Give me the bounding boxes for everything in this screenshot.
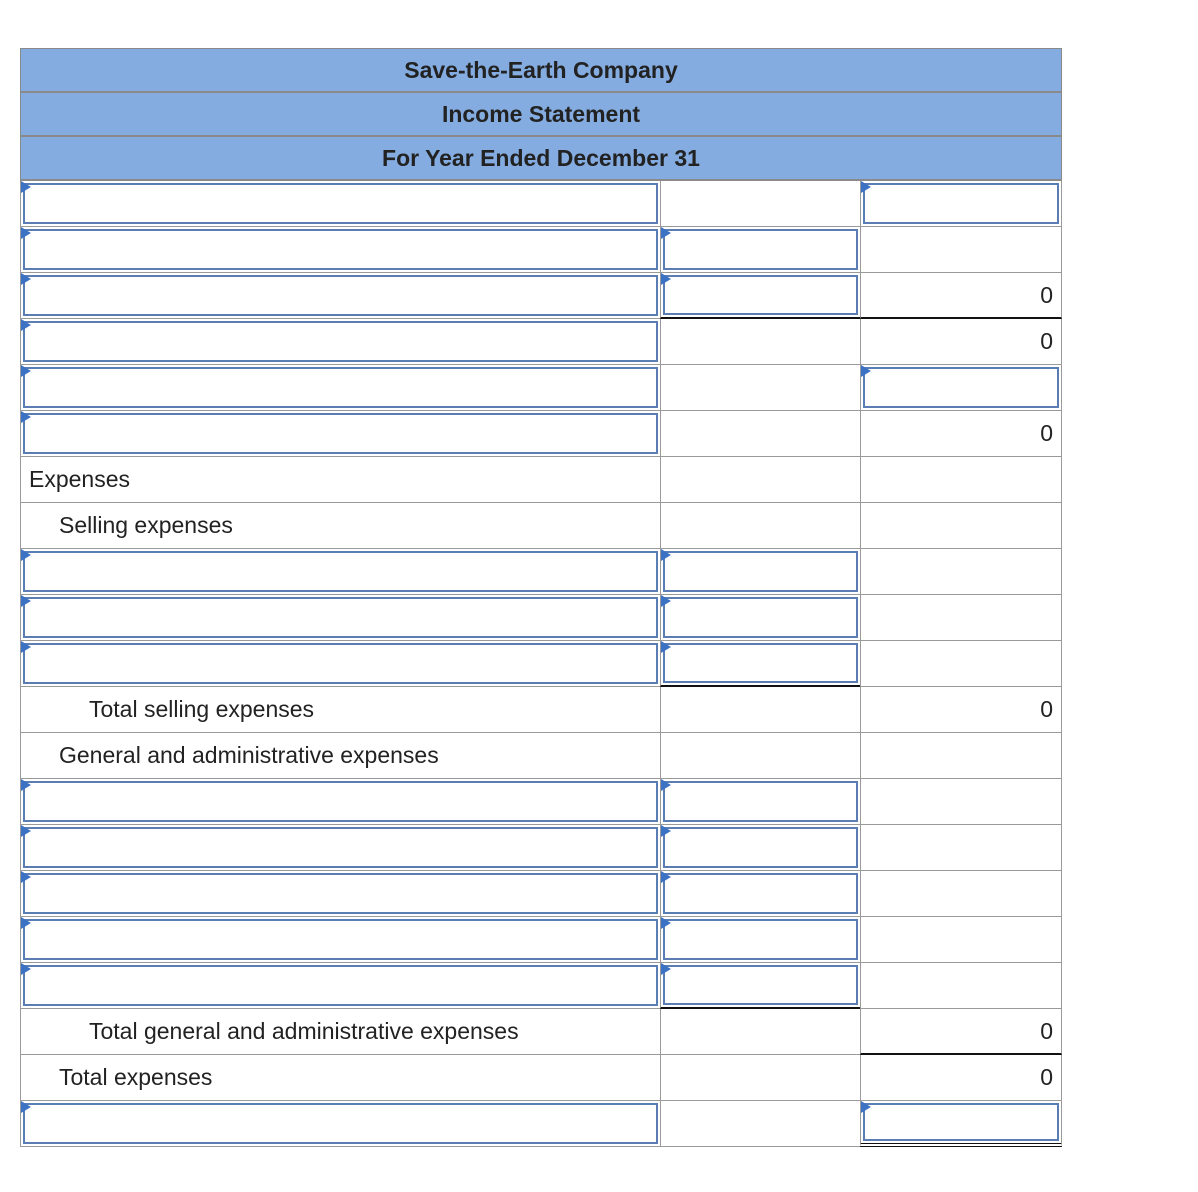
statement-row [20, 1055, 1062, 1101]
computed-total-cell [860, 1055, 1062, 1101]
account-dropdown[interactable] [23, 1103, 658, 1144]
account-select-cell[interactable] [20, 1101, 660, 1147]
label-cell [20, 687, 660, 733]
account-dropdown[interactable] [23, 321, 658, 362]
account-select-cell[interactable] [20, 871, 660, 917]
dropdown-flag-icon [21, 181, 31, 193]
row-label: Selling expenses [59, 512, 233, 538]
blank-cell [660, 319, 860, 365]
blank-cell [660, 733, 860, 779]
blank-cell [860, 457, 1062, 503]
dropdown-flag-icon [21, 273, 31, 285]
dropdown-flag-icon [861, 365, 871, 377]
statement-row [20, 365, 1062, 411]
account-select-cell[interactable] [20, 595, 660, 641]
amount-input-cell[interactable] [660, 963, 860, 1009]
dropdown-flag-icon [861, 1101, 871, 1113]
statement-row [20, 825, 1062, 871]
amount-input[interactable] [663, 551, 858, 592]
computed-total-cell [860, 687, 1062, 733]
dropdown-flag-icon [21, 549, 31, 561]
blank-cell [660, 181, 860, 227]
account-dropdown[interactable] [23, 413, 658, 454]
account-dropdown[interactable] [23, 183, 658, 224]
label-cell [20, 503, 660, 549]
statement-title: Income Statement [20, 92, 1062, 137]
dropdown-flag-icon [21, 963, 31, 975]
statement-row [20, 871, 1062, 917]
dropdown-flag-icon [661, 595, 671, 607]
statement-row [20, 273, 1062, 319]
account-select-cell[interactable] [20, 227, 660, 273]
label-cell [20, 457, 660, 503]
amount-input[interactable] [663, 275, 858, 315]
company-name: Save-the-Earth Company [20, 48, 1062, 93]
statement-rows [20, 181, 1062, 1147]
blank-cell [860, 549, 1062, 595]
statement-row [20, 549, 1062, 595]
account-select-cell[interactable] [20, 963, 660, 1009]
statement-row [20, 181, 1062, 227]
dropdown-flag-icon [21, 1101, 31, 1113]
amount-input-cell[interactable] [660, 227, 860, 273]
dropdown-flag-icon [21, 227, 31, 239]
dropdown-flag-icon [21, 411, 31, 423]
blank-cell [860, 963, 1062, 1009]
amount-input-cell[interactable] [660, 273, 860, 319]
amount-input-cell[interactable] [660, 871, 860, 917]
blank-cell [860, 917, 1062, 963]
dropdown-flag-icon [661, 779, 671, 791]
row-label: Total general and administrative expenses [89, 1018, 519, 1044]
statement-row [20, 595, 1062, 641]
label-cell [20, 1009, 660, 1055]
statement-row [20, 457, 1062, 503]
amount-input-cell[interactable] [660, 641, 860, 687]
account-dropdown[interactable] [23, 229, 658, 270]
statement-row [20, 1101, 1062, 1147]
blank-cell [860, 227, 1062, 273]
account-select-cell[interactable] [20, 917, 660, 963]
amount-input-cell[interactable] [660, 917, 860, 963]
dropdown-flag-icon [661, 825, 671, 837]
statement-row [20, 917, 1062, 963]
account-select-cell[interactable] [20, 365, 660, 411]
amount-input-cell[interactable] [660, 549, 860, 595]
statement-row [20, 503, 1062, 549]
dropdown-flag-icon [21, 365, 31, 377]
account-dropdown[interactable] [23, 275, 658, 316]
income-statement-worksheet [20, 48, 1062, 1147]
row-label: Total expenses [59, 1064, 213, 1090]
row-label: General and administrative expenses [59, 742, 439, 768]
account-dropdown[interactable] [23, 827, 658, 868]
account-dropdown[interactable] [23, 965, 658, 1006]
account-select-cell[interactable] [20, 319, 660, 365]
blank-cell [860, 779, 1062, 825]
blank-cell [860, 503, 1062, 549]
label-cell [20, 1055, 660, 1101]
account-dropdown[interactable] [23, 643, 658, 684]
total-input[interactable] [863, 367, 1059, 408]
dropdown-flag-icon [661, 871, 671, 883]
statement-row [20, 227, 1062, 273]
account-dropdown[interactable] [23, 781, 658, 822]
blank-cell [860, 871, 1062, 917]
row-label: Total selling expenses [89, 696, 315, 722]
total-input[interactable] [863, 1103, 1059, 1141]
blank-cell [860, 825, 1062, 871]
computed-value: 0 [1040, 328, 1053, 354]
statement-row [20, 779, 1062, 825]
account-dropdown[interactable] [23, 873, 658, 914]
computed-value: 0 [1040, 696, 1053, 722]
dropdown-flag-icon [21, 917, 31, 929]
account-select-cell[interactable] [20, 641, 660, 687]
dropdown-flag-icon [661, 917, 671, 929]
computed-total-cell [860, 1009, 1062, 1055]
statement-row [20, 641, 1062, 687]
blank-cell [660, 1101, 860, 1147]
statement-row [20, 411, 1062, 457]
amount-input[interactable] [663, 827, 858, 868]
dropdown-flag-icon [661, 963, 671, 975]
computed-total-cell [860, 319, 1062, 365]
amount-input[interactable] [663, 919, 858, 960]
total-input-cell[interactable] [860, 1101, 1062, 1147]
dropdown-flag-icon [21, 779, 31, 791]
blank-cell [660, 365, 860, 411]
dropdown-flag-icon [21, 871, 31, 883]
total-input-cell[interactable] [860, 181, 1062, 227]
blank-cell [860, 733, 1062, 779]
dropdown-flag-icon [861, 181, 871, 193]
amount-input[interactable] [663, 965, 858, 1005]
amount-input[interactable] [663, 597, 858, 638]
account-dropdown[interactable] [23, 597, 658, 638]
statement-row [20, 1009, 1062, 1055]
dropdown-flag-icon [661, 549, 671, 561]
amount-input[interactable] [663, 873, 858, 914]
statement-period: For Year Ended December 31 [20, 136, 1062, 181]
computed-total-cell [860, 273, 1062, 319]
blank-cell [660, 1009, 860, 1055]
amount-input[interactable] [663, 781, 858, 822]
computed-total-cell [860, 411, 1062, 457]
blank-cell [660, 1055, 860, 1101]
statement-row [20, 319, 1062, 365]
amount-input-cell[interactable] [660, 779, 860, 825]
dropdown-flag-icon [21, 825, 31, 837]
amount-input-cell[interactable] [660, 595, 860, 641]
amount-input[interactable] [663, 643, 858, 683]
dropdown-flag-icon [21, 641, 31, 653]
account-select-cell[interactable] [20, 273, 660, 319]
label-cell [20, 733, 660, 779]
blank-cell [660, 503, 860, 549]
account-select-cell[interactable] [20, 825, 660, 871]
computed-value: 0 [1040, 281, 1053, 308]
account-select-cell[interactable] [20, 549, 660, 595]
account-select-cell[interactable] [20, 181, 660, 227]
statement-row [20, 687, 1062, 733]
dropdown-flag-icon [21, 319, 31, 331]
total-input[interactable] [863, 183, 1059, 224]
blank-cell [860, 595, 1062, 641]
statement-row [20, 963, 1062, 1009]
row-label: Expenses [29, 466, 131, 492]
dropdown-flag-icon [661, 641, 671, 653]
blank-cell [860, 641, 1062, 687]
computed-value: 0 [1040, 1064, 1053, 1090]
blank-cell [660, 457, 860, 503]
dropdown-flag-icon [661, 227, 671, 239]
dropdown-flag-icon [661, 273, 671, 285]
account-dropdown[interactable] [23, 367, 658, 408]
computed-value: 0 [1040, 1017, 1053, 1044]
amount-input[interactable] [663, 229, 858, 270]
dropdown-flag-icon [21, 595, 31, 607]
account-select-cell[interactable] [20, 411, 660, 457]
statement-row [20, 733, 1062, 779]
blank-cell [660, 687, 860, 733]
computed-value: 0 [1040, 420, 1053, 446]
amount-input-cell[interactable] [660, 825, 860, 871]
account-select-cell[interactable] [20, 779, 660, 825]
total-input-cell[interactable] [860, 365, 1062, 411]
blank-cell [660, 411, 860, 457]
account-dropdown[interactable] [23, 551, 658, 592]
account-dropdown[interactable] [23, 919, 658, 960]
